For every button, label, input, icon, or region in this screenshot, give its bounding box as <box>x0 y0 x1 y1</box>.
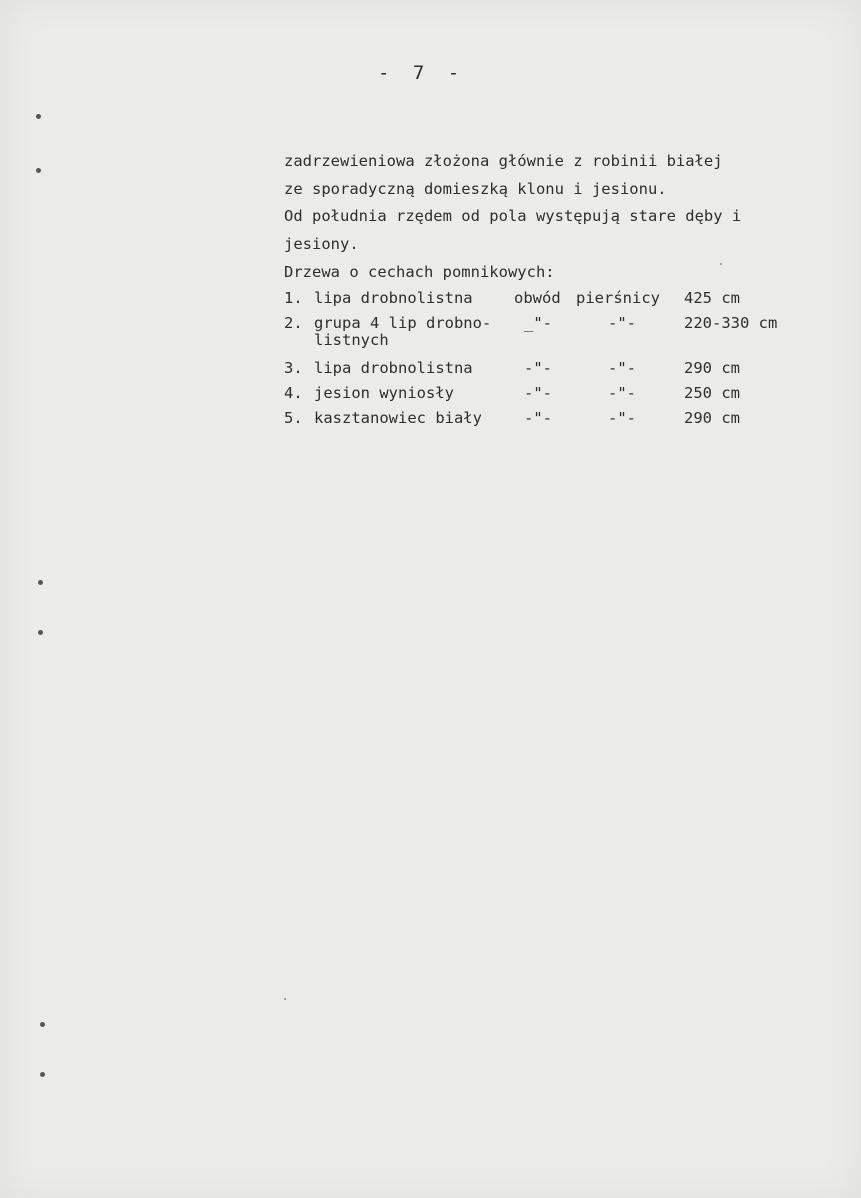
tree-circumference: 290 cm <box>684 409 740 427</box>
binder-hole-mark <box>36 168 41 173</box>
paragraph-line: jesiony. <box>284 234 359 253</box>
paper-speck <box>284 998 286 1000</box>
paper-speck <box>720 263 722 265</box>
tree-name: jesion wyniosły <box>314 384 454 402</box>
paragraph-line: Od południa rzędem od pola występują stare dęby i <box>284 207 742 225</box>
binder-hole-mark <box>36 114 41 119</box>
tree-name: lipa drobnolistna <box>314 359 473 377</box>
tree-name: grupa 4 lip drobno- listnych <box>314 314 492 349</box>
page-number: - 7 - <box>378 62 466 84</box>
tree-number: 3. <box>284 359 303 377</box>
trees-list <box>284 286 804 431</box>
tree-row <box>284 381 804 406</box>
tree-circumference: 425 cm <box>684 289 740 307</box>
binder-hole-mark <box>40 1022 45 1027</box>
tree-row <box>284 356 804 381</box>
tree-name: kasztanowiec biały <box>314 409 482 427</box>
tree-number: 5. <box>284 409 303 427</box>
tree-measure-ditto: -"- <box>608 314 636 332</box>
tree-circumference: 220-330 cm <box>684 314 778 332</box>
tree-number: 1. <box>284 289 303 307</box>
tree-circumference: 250 cm <box>684 384 740 402</box>
tree-measure-ditto: -"- <box>524 359 552 377</box>
tree-number: 2. <box>284 314 303 332</box>
tree-measure-label: obwód <box>514 289 561 307</box>
tree-measure-ditto: -"- <box>608 384 636 402</box>
tree-measure-ditto: -"- <box>608 409 636 427</box>
binder-hole-mark <box>38 630 43 635</box>
tree-number: 4. <box>284 384 303 402</box>
tree-row <box>284 311 804 356</box>
tree-name: lipa drobnolistna <box>314 289 473 307</box>
trees-heading: Drzewa o cechach pomnikowych: <box>284 263 555 281</box>
description-paragraph <box>284 148 824 258</box>
tree-measure-ditto: -"- <box>524 409 552 427</box>
tree-circumference: 290 cm <box>684 359 740 377</box>
tree-measure-ditto: _"- <box>524 314 552 332</box>
tree-row <box>284 406 804 431</box>
tree-measure-ditto: -"- <box>608 359 636 377</box>
tree-measure-ditto: -"- <box>524 384 552 402</box>
tree-row <box>284 286 804 311</box>
paragraph-line: ze sporadyczną domieszką klonu i jesionu. <box>284 179 667 198</box>
tree-measure-label: pierśnicy <box>576 289 660 307</box>
binder-hole-mark <box>38 580 43 585</box>
binder-hole-mark <box>40 1072 45 1077</box>
paragraph-line: zadrzewieniowa złożona głównie z robinii białej <box>284 152 723 170</box>
